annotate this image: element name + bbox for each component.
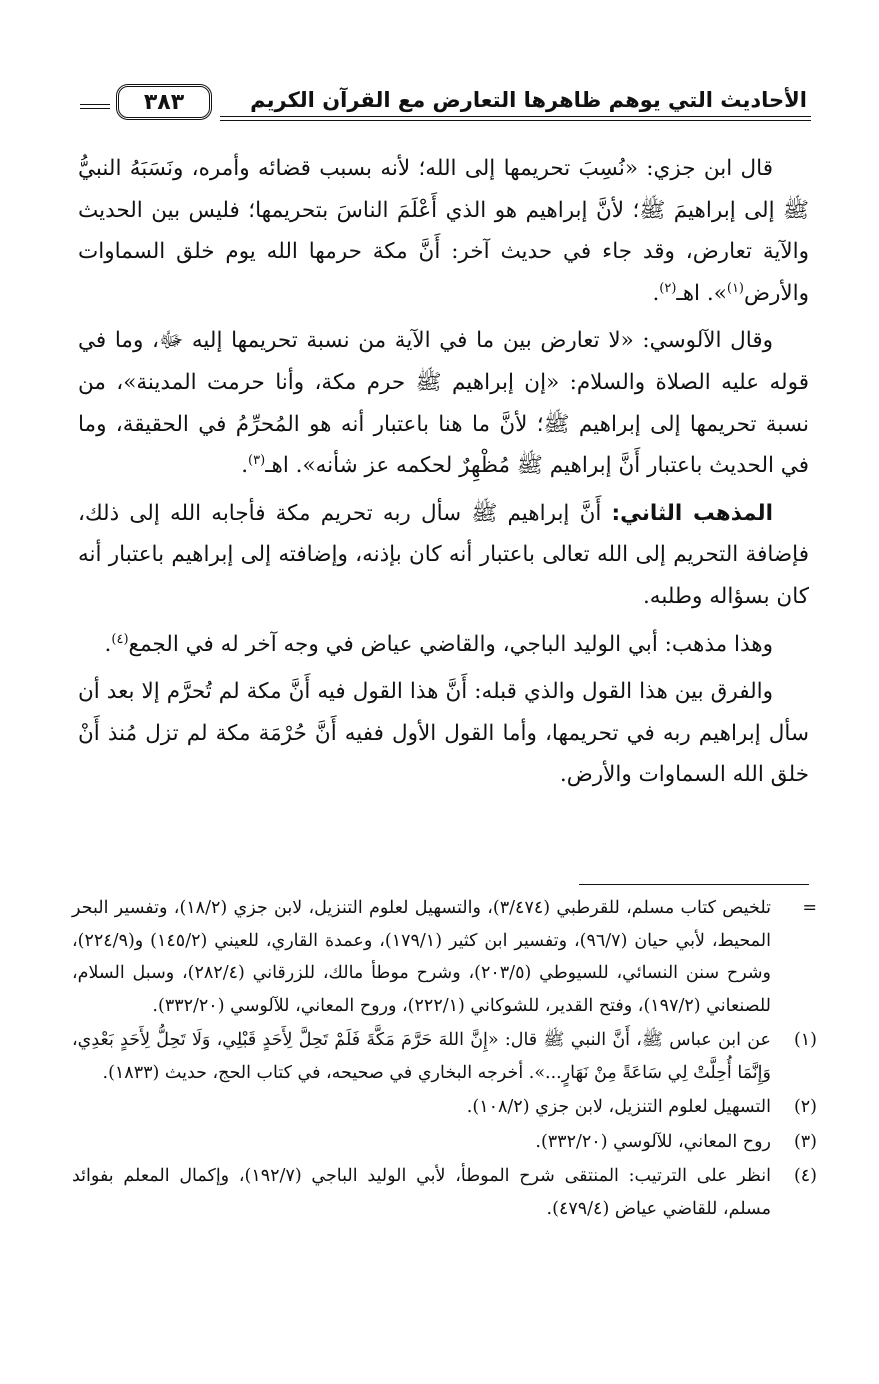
header-rule-right-1 <box>220 116 811 117</box>
paragraph-text: والفرق بين هذا القول والذي قبله: أَنَّ هذا القول فيه أَنَّ مكة لم تُحرَّم إلا بعد أن سأل إبراهيم ربه في تحريمها، وأما القول الأول ففيه أَنَّ حُرْمَة مكة لم تزل مُنذ أَنْ خلق الله السماوات والأرض. <box>78 679 809 788</box>
paragraph-end: . <box>652 280 660 306</box>
footnote-marker: = <box>802 898 817 918</box>
paragraph-text: قال ابن جزي: «نُسِبَ تحريمها إلى الله؛ لأنه بسبب قضائه وأمره، ونَسَبَهُ النبيُّ ﷺ إلى إبراهيمَ ﷺ؛ لأنَّ إبراهيم هو الذي أَعْلَمَ الناسَ بتحريمها؛ فليس بين الحديث والآية تعارض، وقد جاء في حديث آخر: أَنَّ مكة حرمها الله يوم خلق السماوات والأرض <box>78 156 809 306</box>
paragraph-baji <box>78 624 809 666</box>
footnote-ref-4[interactable]: (٤) <box>111 631 129 647</box>
footnote-ref-3[interactable]: (٣) <box>248 453 266 468</box>
footnote-ref-2[interactable]: (٢) <box>659 280 677 296</box>
footnote-text: عن ابن عباس ﷺ، أَنَّ النبي ﷺ قال: «إِنَّ اللهَ حَرَّمَ مَكَّةَ فَلَمْ تَحِلَّ لِأَحَدٍ قَبْلِي، وَلَا تَحِلُّ لِأَحَدٍ بَعْدِي، وَإِنَّمَا أُحِلَّتْ لِي سَاعَةً مِنْ نَهَارٍ...». أخرجه البخاري في صحيحه، في كتاب الحج، حديث (١٨٣٣). <box>72 1030 771 1083</box>
footnote-1 <box>72 1024 817 1089</box>
footnote-text: التسهيل لعلوم التنزيل، لابن جزي (١٠٨/٢). <box>466 1097 771 1117</box>
footnote-marker: (١) <box>793 1030 817 1050</box>
page-number-frame <box>116 84 212 120</box>
paragraph-text: وقال الآلوسي: «لا تعارض بين ما في الآية من نسبة تحريمها إليه ﷻ، وما في قوله عليه الصلاة والسلام: «إن إبراهيم ﷺ حرم مكة، وأنا حرمت المدينة»، من نسبة تحريمها إلى إبراهيم ﷺ؛ لأنَّ ما هنا باعتبار أنه هو المُحرِّمُ في الحقيقة، وما في الحديث باعتبار أَنَّ إبراهيم ﷺ مُظْهِرٌ لحكمه عز شأنه». اهـ <box>78 328 809 479</box>
section-heading: المذهب الثاني: <box>611 500 773 526</box>
header-rule-left-1 <box>80 104 110 105</box>
paragraph-difference <box>78 671 809 796</box>
footnote-marker: (٣) <box>793 1131 817 1152</box>
footnotes <box>72 892 817 1227</box>
paragraph-text: وهذا مذهب: أبي الوليد الباجي، والقاضي عياض في وجه آخر له في الجمع <box>128 631 773 657</box>
footnote-marker: (٤) <box>793 1166 817 1186</box>
paragraph-end: . <box>104 631 112 657</box>
header-rule-right-2 <box>220 120 811 121</box>
footnote-separator <box>579 884 809 885</box>
footnote-3 <box>72 1126 817 1159</box>
page-number: ٣٨٣ <box>143 89 185 115</box>
running-title: الأحاديث التي يوهم ظاهرها التعارض مع القرآن الكريم <box>250 88 807 112</box>
quote-close: ». اهـ <box>676 280 727 306</box>
footnote-text: انظر على الترتيب: المنتقى شرح الموطأ، لأبي الوليد الباجي (١٩٢/٧)، وإكمال المعلم بفوائد مسلم، للقاضي عياض (٤٧٩/٤). <box>72 1166 771 1219</box>
footnote-marker: (٢) <box>793 1097 817 1117</box>
paragraph-end: . <box>241 453 249 479</box>
paragraph-ibn-juzayy <box>78 148 809 314</box>
paragraph-second-school <box>78 493 809 618</box>
page-header <box>80 84 811 132</box>
footnote-2 <box>72 1091 817 1124</box>
footnote-4 <box>72 1160 817 1225</box>
main-text <box>78 148 809 802</box>
footnote-continued <box>72 892 817 1022</box>
footnote-ref-1[interactable]: (١) <box>726 280 744 296</box>
header-rule-left-2 <box>80 108 110 109</box>
footnote-text: روح المعاني، للآلوسي (٣٣٢/٢٠). <box>535 1131 771 1152</box>
paragraph-text: أَنَّ إبراهيم ﷺ سأل ربه تحريم مكة فأجابه الله إلى ذلك، فإضافة التحريم إلى الله تعالى باعتبار أنه كان بإذنه، وإضافته إلى إبراهيم باعتبار أنه كان بسؤاله وطلبه. <box>78 500 809 609</box>
paragraph-alusi <box>78 320 809 486</box>
footnote-text: تلخيص كتاب مسلم، للقرطبي (٣/٤٧٤)، والتسهيل لعلوم التنزيل، لابن جزي (١٨/٢)، وتفسير البحر المحيط، لأبي حيان (٩٦/٧)، وتفسير ابن كثير (١٧٩/١)، وعمدة القاري، للعيني (١٤٥/٢) و(٢٢٤/٩)، وشرح سنن النسائي، للسيوطي (٢٠٣/٥)، وشرح موطأ مالك، للزرقاني (٢٨٢/٤)، وسبل السلام، للصنعاني (١٩٧/٢)، وفتح القدير، للشوكاني (٢٢٢/١)، وروح المعاني، للآلوسي (٣٣٢/٢٠). <box>72 898 771 1016</box>
